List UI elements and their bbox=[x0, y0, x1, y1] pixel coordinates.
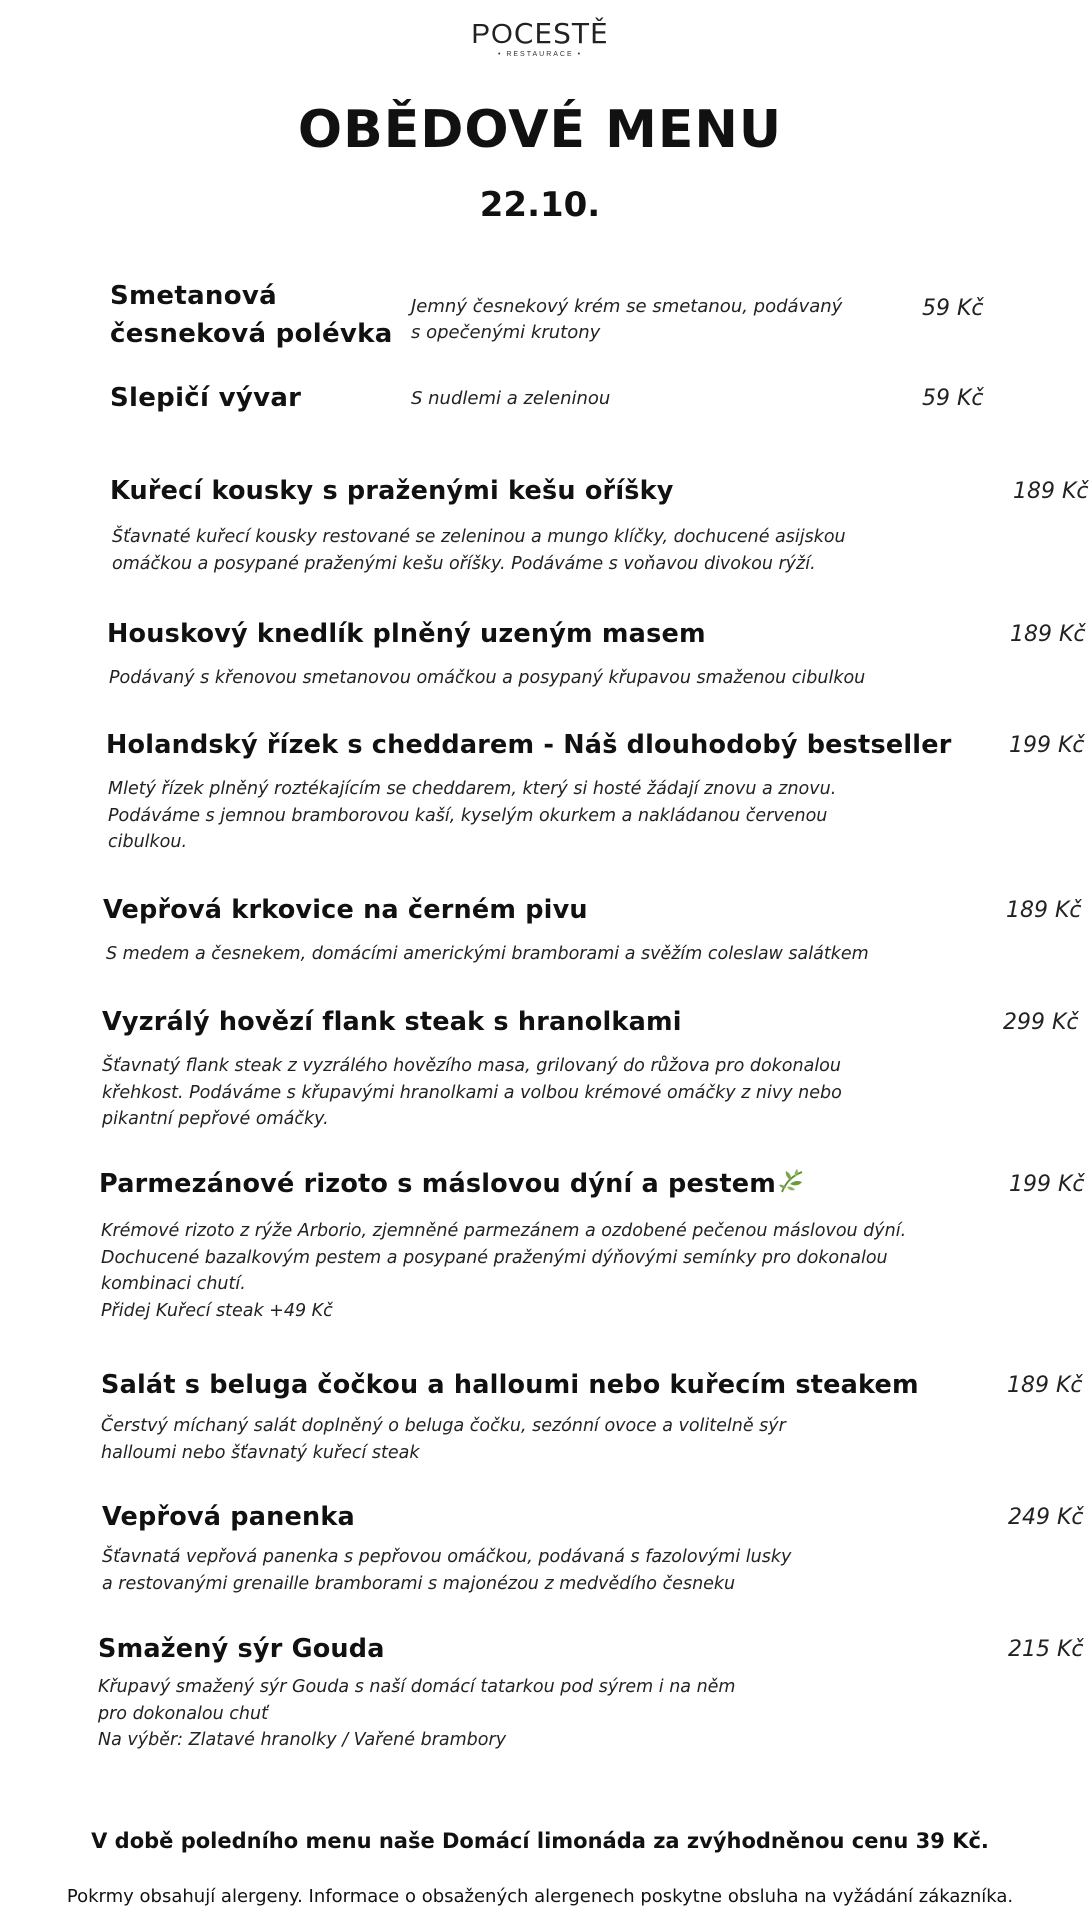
dish-description-line: Křupavý smažený sýr Gouda s naší domácí tatarkou pod sýrem i na něm bbox=[98, 1677, 736, 1697]
dish-name: Salát s beluga čočkou a halloumi nebo kuřecím steakem bbox=[101, 1370, 919, 1400]
dish-description-line: Na výběr: Zlatavé hranolky / Vařené brambory bbox=[98, 1730, 507, 1750]
soup-name-line: Slepičí vývar bbox=[110, 383, 302, 413]
dish-description-line: křehkost. Podáváme s křupavými hranolkami a volbou krémové omáčky z nivy nebo bbox=[102, 1082, 842, 1103]
dish-name: Houskový knedlík plněný uzeným masem bbox=[107, 619, 706, 649]
soup-name-line: Smetanová bbox=[110, 281, 277, 311]
soup-description bbox=[411, 294, 891, 346]
dish-price: 189 Kč bbox=[1010, 622, 1086, 647]
dish-price: 249 Kč bbox=[1008, 1505, 1084, 1530]
dish-description-line: halloumi nebo šťavnatý kuřecí steak bbox=[101, 1442, 420, 1463]
restaurant-logo bbox=[0, 18, 1080, 60]
dish-price: 189 Kč bbox=[1013, 479, 1089, 504]
dish-description-line: Krémové rizoto z rýže Arborio, zjemněné parmezánem a ozdobené pečenou máslovou dýní. bbox=[101, 1221, 907, 1241]
dish-description-line: Šťavnatá vepřová panenka s pepřovou omáčkou, podávaná s fazolovými lusky bbox=[102, 1547, 792, 1567]
soup-description-line: s opečenými krutony bbox=[411, 322, 601, 343]
dish-name-text: Parmezánové rizoto s máslovou dýní a pestem bbox=[99, 1169, 776, 1199]
soup-price: 59 Kč bbox=[922, 386, 984, 411]
dish-description bbox=[108, 776, 836, 856]
dish-name: Kuřecí kousky s praženými kešu oříšky bbox=[110, 476, 674, 506]
dish-description bbox=[112, 524, 846, 577]
dish-description-line: a restovanými grenaille bramborami s majonézou z medvědího česneku bbox=[102, 1573, 736, 1594]
menu-title: OBĚDOVÉ MENU bbox=[297, 100, 783, 160]
logo-subtitle: • RESTAURACE • bbox=[497, 51, 583, 58]
dish-description bbox=[101, 1413, 786, 1466]
dish-price: 199 Kč bbox=[1009, 733, 1085, 758]
herb-leaf-icon bbox=[778, 1168, 806, 1196]
soup-name-line: česneková polévka bbox=[110, 319, 393, 349]
dish-description-line: omáčkou a posypané praženými kešu oříšky. Podáváme s voňavou divokou rýží. bbox=[112, 553, 816, 574]
dish-description-line: kombinaci chutí. bbox=[101, 1274, 246, 1294]
dish-description-line: cibulkou. bbox=[108, 832, 188, 852]
soup-description bbox=[411, 386, 891, 412]
logo-ceste: CESTĚ bbox=[513, 17, 609, 50]
dish-description-line: Podáváme s jemnou bramborovou kaší, kyselým okurkem a nakládanou červenou bbox=[108, 805, 828, 826]
dish-description-line: Dochucené bazalkovým pestem a posypané praženými dýňovými semínky pro dokonalou bbox=[101, 1247, 888, 1268]
allergen-notice: Pokrmy obsahují alergeny. Informace o obsažených alergenech poskytne obsluha na vyžádání zákazníka. bbox=[66, 1886, 1014, 1907]
dish-price: 215 Kč bbox=[1008, 1637, 1084, 1662]
dish-price: 299 Kč bbox=[1003, 1010, 1079, 1035]
dish-name: Vyzrálý hovězí flank steak s hranolkami bbox=[102, 1007, 682, 1037]
dish-description-line: pikantní pepřové omáčky. bbox=[102, 1109, 329, 1129]
dish-description-line: pro dokonalou chuť bbox=[98, 1703, 268, 1724]
dish-description bbox=[98, 1674, 735, 1754]
menu-date: 22.10. bbox=[479, 185, 601, 225]
dish-description bbox=[106, 941, 869, 968]
dish-name: Vepřová krkovice na černém pivu bbox=[103, 895, 588, 925]
dish-description bbox=[102, 1544, 791, 1597]
dish-description bbox=[109, 665, 865, 692]
dish-price: 189 Kč bbox=[1006, 898, 1082, 923]
dish-name bbox=[99, 1167, 806, 1201]
dish-description-line: Čerstvý míchaný salát doplněný o beluga čočku, sezónní ovoce a volitelně sýr bbox=[101, 1416, 786, 1436]
dish-description-line: Šťavnaté kuřecí kousky restované se zeleninou a mungo klíčky, dochucené asijskou bbox=[112, 527, 846, 547]
dish-name: Smažený sýr Gouda bbox=[98, 1634, 385, 1664]
lemonade-promo: V době poledního menu naše Domácí limonáda za zvýhodněnou cenu 39 Kč. bbox=[91, 1829, 989, 1853]
dish-description-line: S medem a česnekem, domácími americkými bramborami a svěžím coleslaw salátkem bbox=[106, 944, 869, 964]
dish-name: Vepřová panenka bbox=[102, 1502, 355, 1532]
soup-price: 59 Kč bbox=[922, 296, 984, 321]
logo-wordmark bbox=[0, 18, 1080, 50]
soup-name bbox=[110, 277, 400, 353]
logo-po: PO bbox=[471, 18, 514, 49]
dish-price: 189 Kč bbox=[1007, 1373, 1083, 1398]
soup-description-line: S nudlemi a zeleninou bbox=[411, 388, 611, 409]
soup-name bbox=[110, 379, 400, 417]
soup-description-line: Jemný česnekový krém se smetanou, podávaný bbox=[411, 296, 843, 317]
dish-name: Holandský řízek s cheddarem - Náš dlouhodobý bestseller bbox=[106, 730, 952, 760]
dish-description bbox=[101, 1218, 906, 1324]
dish-description-line: Mletý řízek plněný roztékajícím se cheddarem, který si hosté žádají znovu a znovu. bbox=[108, 779, 837, 799]
dish-description-line: Podávaný s křenovou smetanovou omáčkou a posypaný křupavou smaženou cibulkou bbox=[109, 668, 866, 688]
dish-price: 199 Kč bbox=[1009, 1172, 1085, 1197]
dish-description-line: Šťavnatý flank steak z vyzrálého hovězího masa, grilovaný do růžova pro dokonalou bbox=[102, 1056, 841, 1076]
dish-description bbox=[102, 1053, 842, 1133]
dish-description-line: Přidej Kuřecí steak +49 Kč bbox=[101, 1300, 333, 1321]
